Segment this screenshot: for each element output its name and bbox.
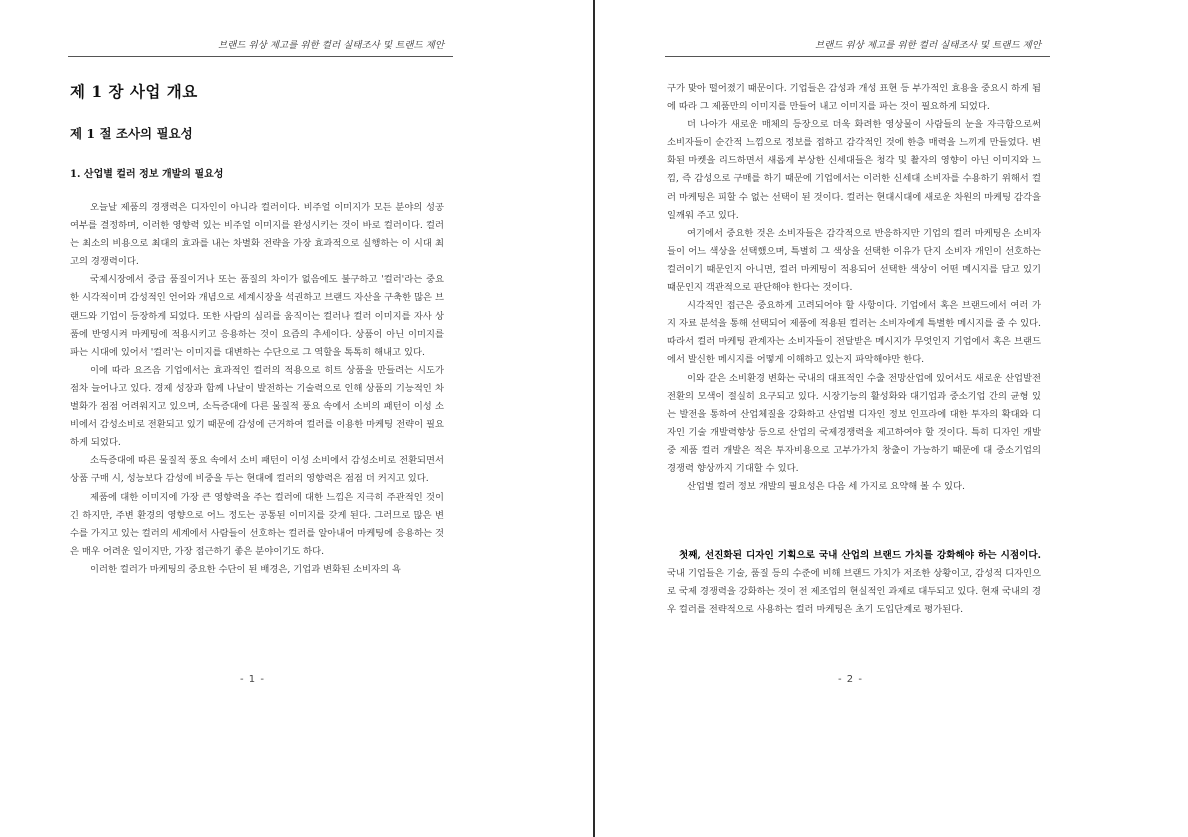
body-paragraph: 구가 맞아 떨어졌기 때문이다. 기업들은 감성과 개성 표현 등 부가적인 효용을 중요시 하게 됨에 따라 그 제품만의 이미지를 만들어 내고 이미지를 파는 것이 필요하게 되었다. bbox=[667, 83, 1041, 113]
right-page bbox=[595, 0, 1188, 837]
page-number: - 1 - bbox=[240, 674, 265, 685]
body-paragraph: 이에 따라 요즈음 기업에서는 효과적인 컬러의 적용으로 히트 상품을 만들려는 시도가 점차 늘어나고 있다. 경제 성장과 함께 나날이 발전하는 기술력으로 인해 상품의 기능적인 차별화가 점점 어려워지고 있으며, 소득증대에 다른 물질적 풍요 속에서 소비의 패턴이 이성 소비에서 감성소비로 전환되고 있기 때문에 감성에 근거하여 컬러를 이용한 마케팅 전략이 필요하게 되었다. bbox=[70, 364, 444, 449]
right-body-text bbox=[667, 80, 1041, 496]
emphasis-paragraph bbox=[667, 547, 1041, 619]
page-number: - 2 - bbox=[838, 674, 863, 685]
body-paragraph: 산업별 컬러 정보 개발의 필요성은 다음 세 가지로 요약해 볼 수 있다. bbox=[687, 481, 965, 493]
running-header: 브랜드 위상 제고를 위한 컬러 실태조사 및 트랜드 제안 bbox=[814, 40, 1041, 51]
subsection-title: 1. 산업별 컬러 정보 개발의 필요성 bbox=[70, 169, 224, 180]
chapter-title: 제 1 장 사업 개요 bbox=[70, 82, 198, 101]
body-paragraph: 이러한 컬러가 마케팅의 중요한 수단이 된 배경은, 기업과 변화된 소비자의 욕 bbox=[90, 563, 401, 575]
running-header: 브랜드 위상 제고를 위한 컬러 실태조사 및 트랜드 제안 bbox=[217, 40, 444, 51]
body-paragraph: 이와 같은 소비환경 변화는 국내의 대표적인 수출 전망산업에 있어서도 새로운 산업발전 전환의 모색이 절실히 요구되고 있다. 시장기능의 활성화와 대기업과 중소기업 간의 균형 있는 발전을 통하여 산업체질을 강화하고 산업별 디자인 정보 인프라에 대한 투자의 확대와 디자인 기술 개발력향상 등으로 산업의 국제경쟁력을 제고하여야 할 것이다. 특히 디자인 개발 중 제품 컬러 개발은 적은 투자비용으로 고부가가치 창출이 가능하기 때문에 대 중소기업의 경쟁력 향상까지 기대할 수 있다. bbox=[667, 372, 1041, 474]
body-paragraph: 시각적인 접근은 중요하게 고려되어야 할 사항이다. 기업에서 혹은 브랜드에서 여러 가지 자료 분석을 통해 선택되어 제품에 적용된 컬러는 소비자에게 특별한 메시지를 줄 수 있다. 따라서 컬러 마케팅 관계자는 소비자들이 전달받은 메시지가 무엇인지 기업에서 혹은 브랜드에서 발신한 메시지를 어떻게 이해하고 있는지 파악해야만 한다. bbox=[667, 300, 1041, 366]
left-page bbox=[0, 0, 593, 837]
body-paragraph: 더 나아가 새로운 매체의 등장으로 더욱 화려한 영상물이 사람들의 눈을 자극함으로써 소비자들이 순간적 느낌으로 정보를 접하고 감각적인 것에 한층 매력을 느끼게 만들었다. 변화된 마켓을 리드하면서 새롭게 부상한 신세대들은 청각 및 촬자의 영향이 아닌 이미지와 느낌, 즉 감성으로 구매를 하기 때문에 기업에서는 이러한 신세대 소비자를 수용하기 위해서 컬러 마케팅은 피할 수 없는 선택이 된 것이다. 컬러는 현대시대에 새로운 차원의 마케팅 감각을 일깨워 주고 있다. bbox=[667, 119, 1041, 221]
header-rule bbox=[68, 56, 453, 57]
body-paragraph: 제품에 대한 이미지에 가장 큰 영향력을 주는 컬러에 대한 느낌은 지극히 주관적인 것이긴 하지만, 주변 환경의 영향으로 어느 정도는 공통된 이미지를 갖게 된다. 그러므로 많은 변수를 가지고 있는 컬러의 세계에서 사람들이 선호하는 컬러를 알아내어 마케팅에 응용하는 것은 매우 어려운 일이지만, 가장 접근하기 좋은 분야이기도 하다. bbox=[70, 491, 444, 557]
body-paragraph: 오늘날 제품의 경쟁력은 디자인이 아니라 컬러이다. 비주얼 이미지가 모든 분야의 성공 여부를 결정하며, 이러한 영향력 있는 비주얼 이미지를 완성시키는 것이 바로 컬러이다. 컬러는 최소의 비용으로 최대의 효과를 내는 차별화 전략을 가장 효과적으로 실행하는 이 시대 최고의 경쟁력이다. bbox=[70, 202, 444, 268]
section-title: 제 1 절 조사의 필요성 bbox=[70, 126, 193, 141]
emphasis-body: 국내 기업들은 기술, 품질 등의 수준에 비해 브랜드 가치가 저조한 상황이고, 감성적 디자인으로 국제 경쟁력을 강화하는 것이 전 제조업의 현실적인 과제로 대두되고 있다. 현재 국내의 경우 컬러를 전략적으로 사용하는 컬러 마케팅은 초기 도입단계로 평가된다. bbox=[667, 568, 1041, 616]
left-body-text bbox=[70, 199, 444, 579]
body-paragraph: 국제시장에서 중급 품질이거나 또는 품질의 차이가 없음에도 불구하고 '컬러'라는 중요한 시각적이며 감성적인 언어와 개념으로 세계시장을 석권하고 브랜드 자산을 구축한 많은 브랜드와 기업이 등장하게 되었다. 또한 사람의 심리를 움직이는 컬러나 컬러 이미지를 자사 상품에 반영시켜 마케팅에 적용시키고 응용하는 것이 요즘의 추세이다. 상품이 아닌 이미지를 파는 시대에 있어서 '컬러'는 이미지를 대변하는 수단으로 그 역할을 톡톡히 해내고 있다. bbox=[70, 274, 444, 358]
body-paragraph: 소득증대에 따른 물질적 풍요 속에서 소비 패턴이 이성 소비에서 감성소비로 전환되면서 상품 구매 시, 성능보다 감성에 비중을 두는 현대에 컬러의 영향력은 점점 더 커지고 있다. bbox=[70, 455, 444, 485]
body-paragraph: 여기에서 중요한 것은 소비자들은 감각적으로 반응하지만 기업의 컬러 마케팅은 소비자들이 어느 색상을 선택했으며, 특별히 그 색상을 선택한 이유가 단지 소비자 개인이 선호하는 컬러이기 때문인지 아니면, 컬러 마케팅이 적용되어 선택한 색상이 어떤 메시지를 담고 있기 때문인지 객관적으로 판단해야 한다는 것이다. bbox=[667, 227, 1041, 294]
emphasis-lead: 첫째, 선진화된 디자인 기획으로 국내 산업의 브랜드 가치를 강화해야 하는 시점이다. bbox=[679, 550, 1041, 561]
header-rule bbox=[665, 56, 1050, 57]
